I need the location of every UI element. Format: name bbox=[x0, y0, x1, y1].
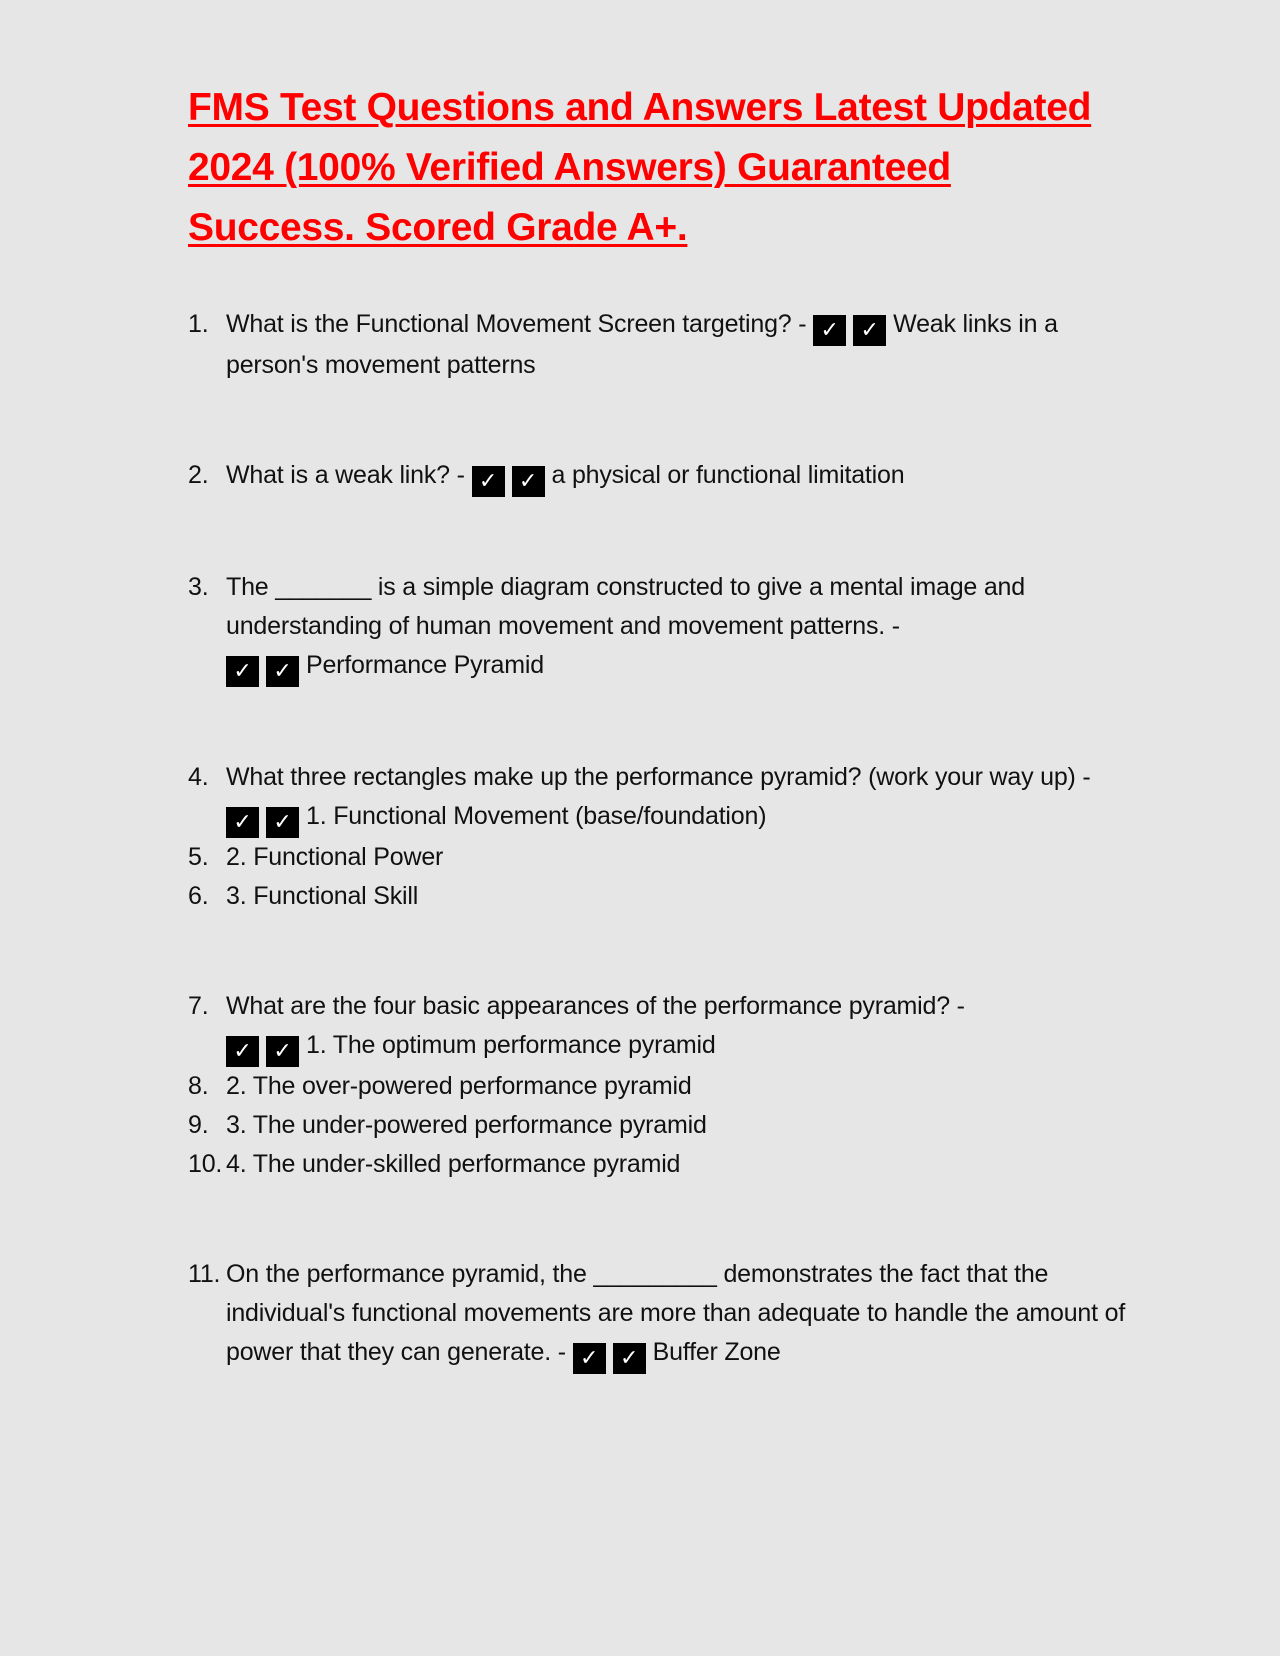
item-number: 7. bbox=[188, 992, 209, 1020]
item-number: 10. bbox=[188, 1150, 223, 1178]
answer-continuation: 2. Functional Power bbox=[226, 843, 444, 871]
item-number: 9. bbox=[188, 1111, 209, 1139]
qa-item bbox=[188, 1106, 1128, 1145]
answer-continuation: 4. The under-skilled performance pyramid bbox=[226, 1150, 681, 1178]
item-number: 5. bbox=[188, 843, 209, 871]
answer-text: Performance Pyramid bbox=[306, 651, 544, 679]
question-text: What three rectangles make up the performance pyramid? (work your way up) - bbox=[226, 763, 1091, 791]
check-box-icon: ✓ bbox=[226, 807, 259, 838]
question-text: On the performance pyramid, the _________ demonstrates the fact that the individual's functional movements are more than adequate to handle the amount of power that they can generate. - bbox=[226, 1260, 1126, 1366]
question-text: The _______ is a simple diagram constructed to give a mental image and understanding of human movement and movement patterns. - bbox=[226, 573, 1025, 640]
answer-continuation: 3. The under-powered performance pyramid bbox=[226, 1111, 707, 1139]
qa-item bbox=[188, 1067, 1128, 1106]
answer-continuation: 3. Functional Skill bbox=[226, 882, 419, 910]
item-number: 4. bbox=[188, 763, 209, 791]
question-text: What are the four basic appearances of the performance pyramid? - bbox=[226, 992, 965, 1020]
check-box-icon: ✓ bbox=[226, 656, 259, 687]
item-number: 2. bbox=[188, 461, 209, 489]
item-number: 1. bbox=[188, 310, 209, 338]
document-title: FMS Test Questions and Answers Latest Updated 2024 (100% Verified Answers) Guaranteed Success. Scored Grade A+. bbox=[188, 86, 1092, 249]
check-box-icon: ✓ bbox=[512, 466, 545, 497]
qa-item bbox=[188, 456, 1128, 497]
check-box-icon: ✓ bbox=[573, 1343, 606, 1374]
qa-item bbox=[188, 1255, 1128, 1374]
item-number: 3. bbox=[188, 573, 209, 601]
answer-text: 1. Functional Movement (base/foundation) bbox=[306, 802, 767, 830]
document-page bbox=[188, 78, 1128, 1374]
item-number: 8. bbox=[188, 1072, 209, 1100]
question-text: What is a weak link? - bbox=[226, 461, 465, 489]
qa-item bbox=[188, 305, 1128, 385]
qa-list bbox=[188, 305, 1128, 1374]
answer-text: Buffer Zone bbox=[652, 1338, 781, 1366]
answer-continuation: 2. The over-powered performance pyramid bbox=[226, 1072, 692, 1100]
check-box-icon: ✓ bbox=[266, 1036, 299, 1067]
qa-item bbox=[188, 758, 1128, 838]
answer-text: 1. The optimum performance pyramid bbox=[306, 1031, 716, 1059]
check-box-icon: ✓ bbox=[853, 315, 886, 346]
answer-text: Weak links in a person's movement patterns bbox=[226, 310, 1058, 379]
qa-item bbox=[188, 838, 1128, 877]
item-number: 6. bbox=[188, 882, 209, 910]
item-number: 11. bbox=[188, 1260, 221, 1288]
check-box-icon: ✓ bbox=[472, 466, 505, 497]
check-box-icon: ✓ bbox=[813, 315, 846, 346]
check-box-icon: ✓ bbox=[266, 807, 299, 838]
question-text: What is the Functional Movement Screen targeting? - bbox=[226, 310, 807, 338]
qa-item bbox=[188, 987, 1128, 1067]
qa-item bbox=[188, 877, 1128, 916]
check-box-icon: ✓ bbox=[226, 1036, 259, 1067]
qa-item bbox=[188, 568, 1128, 687]
check-box-icon: ✓ bbox=[613, 1343, 646, 1374]
qa-item bbox=[188, 1145, 1128, 1184]
answer-text: a physical or functional limitation bbox=[551, 461, 905, 489]
check-box-icon: ✓ bbox=[266, 656, 299, 687]
